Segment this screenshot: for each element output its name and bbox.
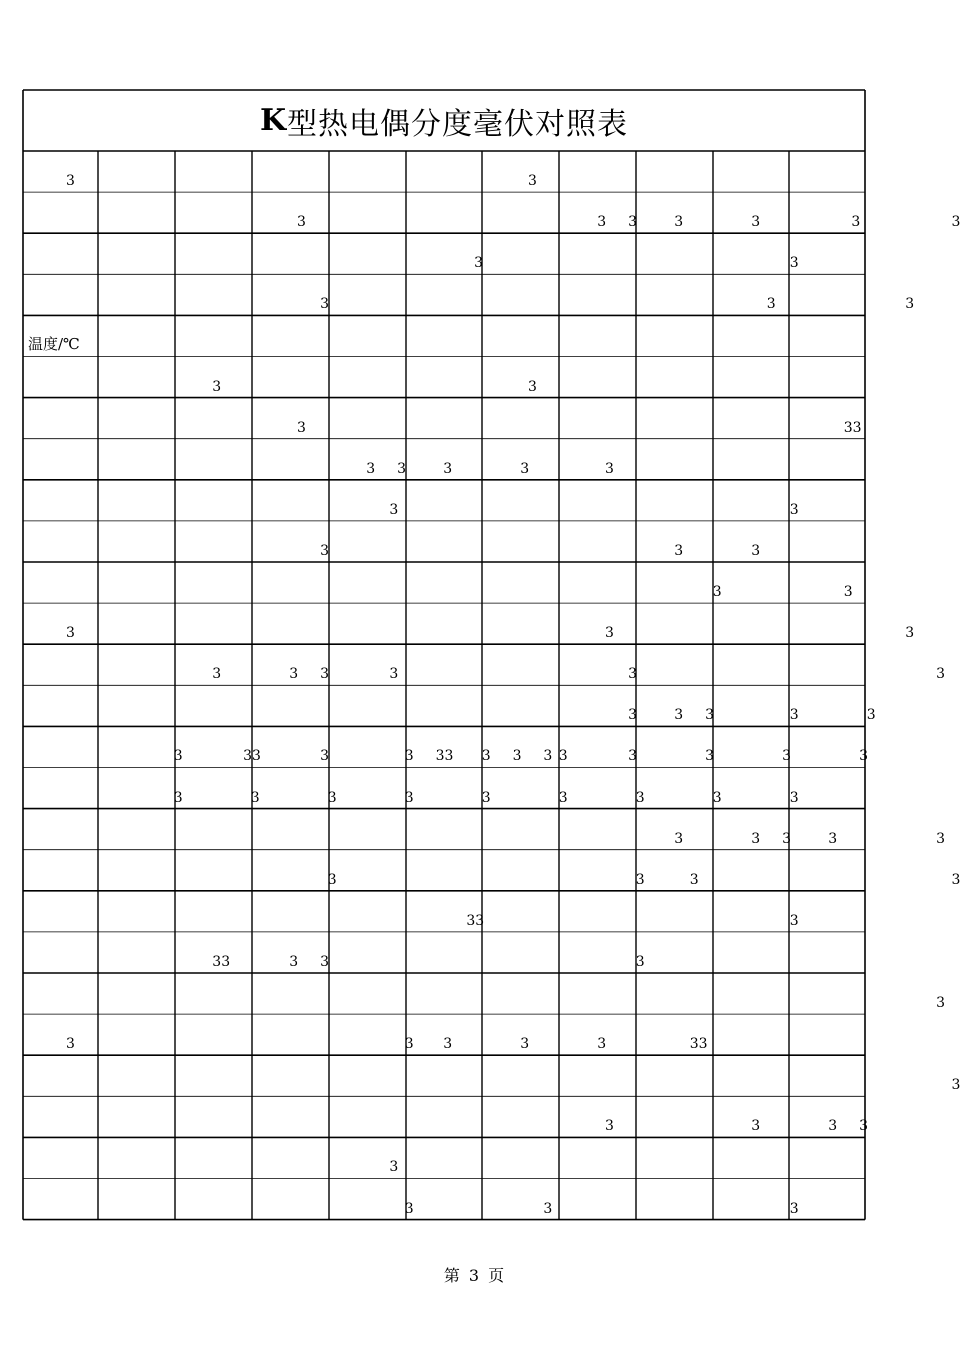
- cell-value: 3: [212, 378, 222, 395]
- cell-value: 33: [212, 953, 231, 970]
- cell-value: 3: [782, 830, 792, 847]
- cell-value: 3: [389, 1159, 399, 1176]
- cell-value: 3: [689, 871, 699, 888]
- cell-value: 3: [766, 296, 776, 313]
- page-title: [23, 90, 865, 151]
- cell-value: 3: [481, 789, 491, 806]
- cell-value: 3: [782, 748, 792, 765]
- cell-value: 3: [474, 255, 484, 272]
- cell-value: 3: [628, 707, 638, 724]
- cell-value: 3: [674, 214, 684, 231]
- title-text: 型热电偶分度毫伏对照表: [287, 106, 629, 142]
- cell-value: 3: [320, 953, 330, 970]
- cell-value: 3: [327, 871, 337, 888]
- title-prefix: K: [259, 103, 288, 138]
- cell-value: 3: [297, 214, 306, 231]
- cell-value: 3: [528, 378, 537, 395]
- cell-value: 3: [404, 789, 414, 806]
- cell-value: 3: [543, 748, 553, 765]
- cell-value: 3: [635, 953, 645, 970]
- cell-value: 33: [689, 1036, 708, 1053]
- cell-value: 3: [605, 1118, 614, 1135]
- cell-value: 3: [789, 501, 799, 518]
- cell-value: 3: [297, 419, 306, 436]
- cell-value: 3: [320, 666, 330, 683]
- cell-value: 3: [751, 1118, 761, 1135]
- cell-value: 3: [605, 460, 614, 477]
- cell-value: 3: [951, 214, 960, 231]
- cell-value: 3: [635, 789, 645, 806]
- cell-value: 3: [843, 584, 853, 600]
- cell-value: 3: [404, 1036, 414, 1053]
- cell-value: 3: [481, 748, 491, 765]
- cell-value: 33: [843, 419, 862, 436]
- cell-value: 3: [366, 460, 376, 477]
- cell-value: 3: [320, 748, 330, 765]
- cell-value: 3: [605, 625, 614, 642]
- cell-value: 3: [789, 255, 799, 272]
- cell-value: 3: [520, 460, 530, 477]
- cell-value: 3: [751, 542, 761, 559]
- cell-value: 3: [173, 789, 183, 806]
- cell-value: 3: [789, 912, 799, 929]
- cell-value: 3: [705, 707, 715, 724]
- cell-value: 3: [936, 666, 946, 683]
- cell-value: 3: [558, 789, 568, 806]
- temperature-label: 温度/℃: [28, 335, 80, 354]
- cell-value: 3: [327, 789, 337, 806]
- cell-value: 3: [404, 748, 414, 765]
- cell-value: 3: [443, 460, 453, 477]
- cell-value: 3: [289, 953, 299, 970]
- cell-value: 3: [528, 173, 537, 189]
- cell-value: 3: [674, 707, 684, 724]
- cell-value: 3: [851, 214, 861, 231]
- cell-value: 3: [628, 214, 638, 231]
- cell-value: 3: [751, 214, 761, 231]
- cell-value: 3: [512, 748, 522, 765]
- cell-value: 3: [389, 666, 399, 683]
- cell-value: 3: [705, 748, 715, 765]
- cell-value: 3: [558, 748, 568, 765]
- cell-value: 3: [712, 584, 722, 600]
- cell-value: 3: [674, 542, 684, 559]
- cell-value: 3: [905, 296, 915, 313]
- cell-value: 3: [936, 830, 946, 847]
- cell-value: 3: [859, 1118, 869, 1135]
- cell-value: 3: [674, 830, 684, 847]
- cell-value: 3: [597, 1036, 607, 1053]
- cell-value: 3: [389, 501, 399, 518]
- cell-value: 3: [66, 625, 75, 642]
- cell-value: 3: [628, 748, 638, 765]
- cell-value: 3: [635, 871, 645, 888]
- page-footer: 第 3 页: [443, 1266, 507, 1285]
- cell-value: 3: [212, 666, 222, 683]
- cell-value: 3: [712, 789, 722, 806]
- cell-value: 3: [951, 871, 960, 888]
- cell-value: 3: [866, 707, 876, 724]
- cell-value: 3: [936, 995, 946, 1011]
- cell-value: 3: [859, 748, 869, 765]
- cell-value: 3: [320, 542, 330, 559]
- cell-value: 3: [828, 1118, 838, 1135]
- cell-value: 3: [951, 1077, 960, 1094]
- cell-value: 3: [905, 625, 915, 642]
- cell-value: 3: [443, 1036, 453, 1053]
- cell-value: 3: [66, 173, 75, 189]
- cell-value: 3: [250, 789, 260, 806]
- cell-value: 3: [543, 1200, 553, 1217]
- cell-value: 3: [66, 1036, 75, 1053]
- cell-value: 3: [320, 296, 330, 313]
- cell-value: 3: [173, 748, 183, 765]
- cell-value: 33: [243, 748, 261, 765]
- cell-value: 3: [289, 666, 299, 683]
- cell-value: 3: [828, 830, 838, 847]
- cell-value: 3: [404, 1200, 414, 1217]
- cell-value: 3: [397, 460, 407, 477]
- cell-value: 3: [789, 707, 799, 724]
- cell-value: 3: [789, 1200, 799, 1217]
- cell-value: 3: [597, 214, 607, 231]
- cell-value: 3: [751, 830, 761, 847]
- cell-value: 3: [628, 666, 638, 683]
- cell-value: 33: [435, 748, 454, 765]
- cell-value: 33: [466, 912, 485, 929]
- cell-value: 3: [789, 789, 799, 806]
- cell-value: 3: [520, 1036, 530, 1053]
